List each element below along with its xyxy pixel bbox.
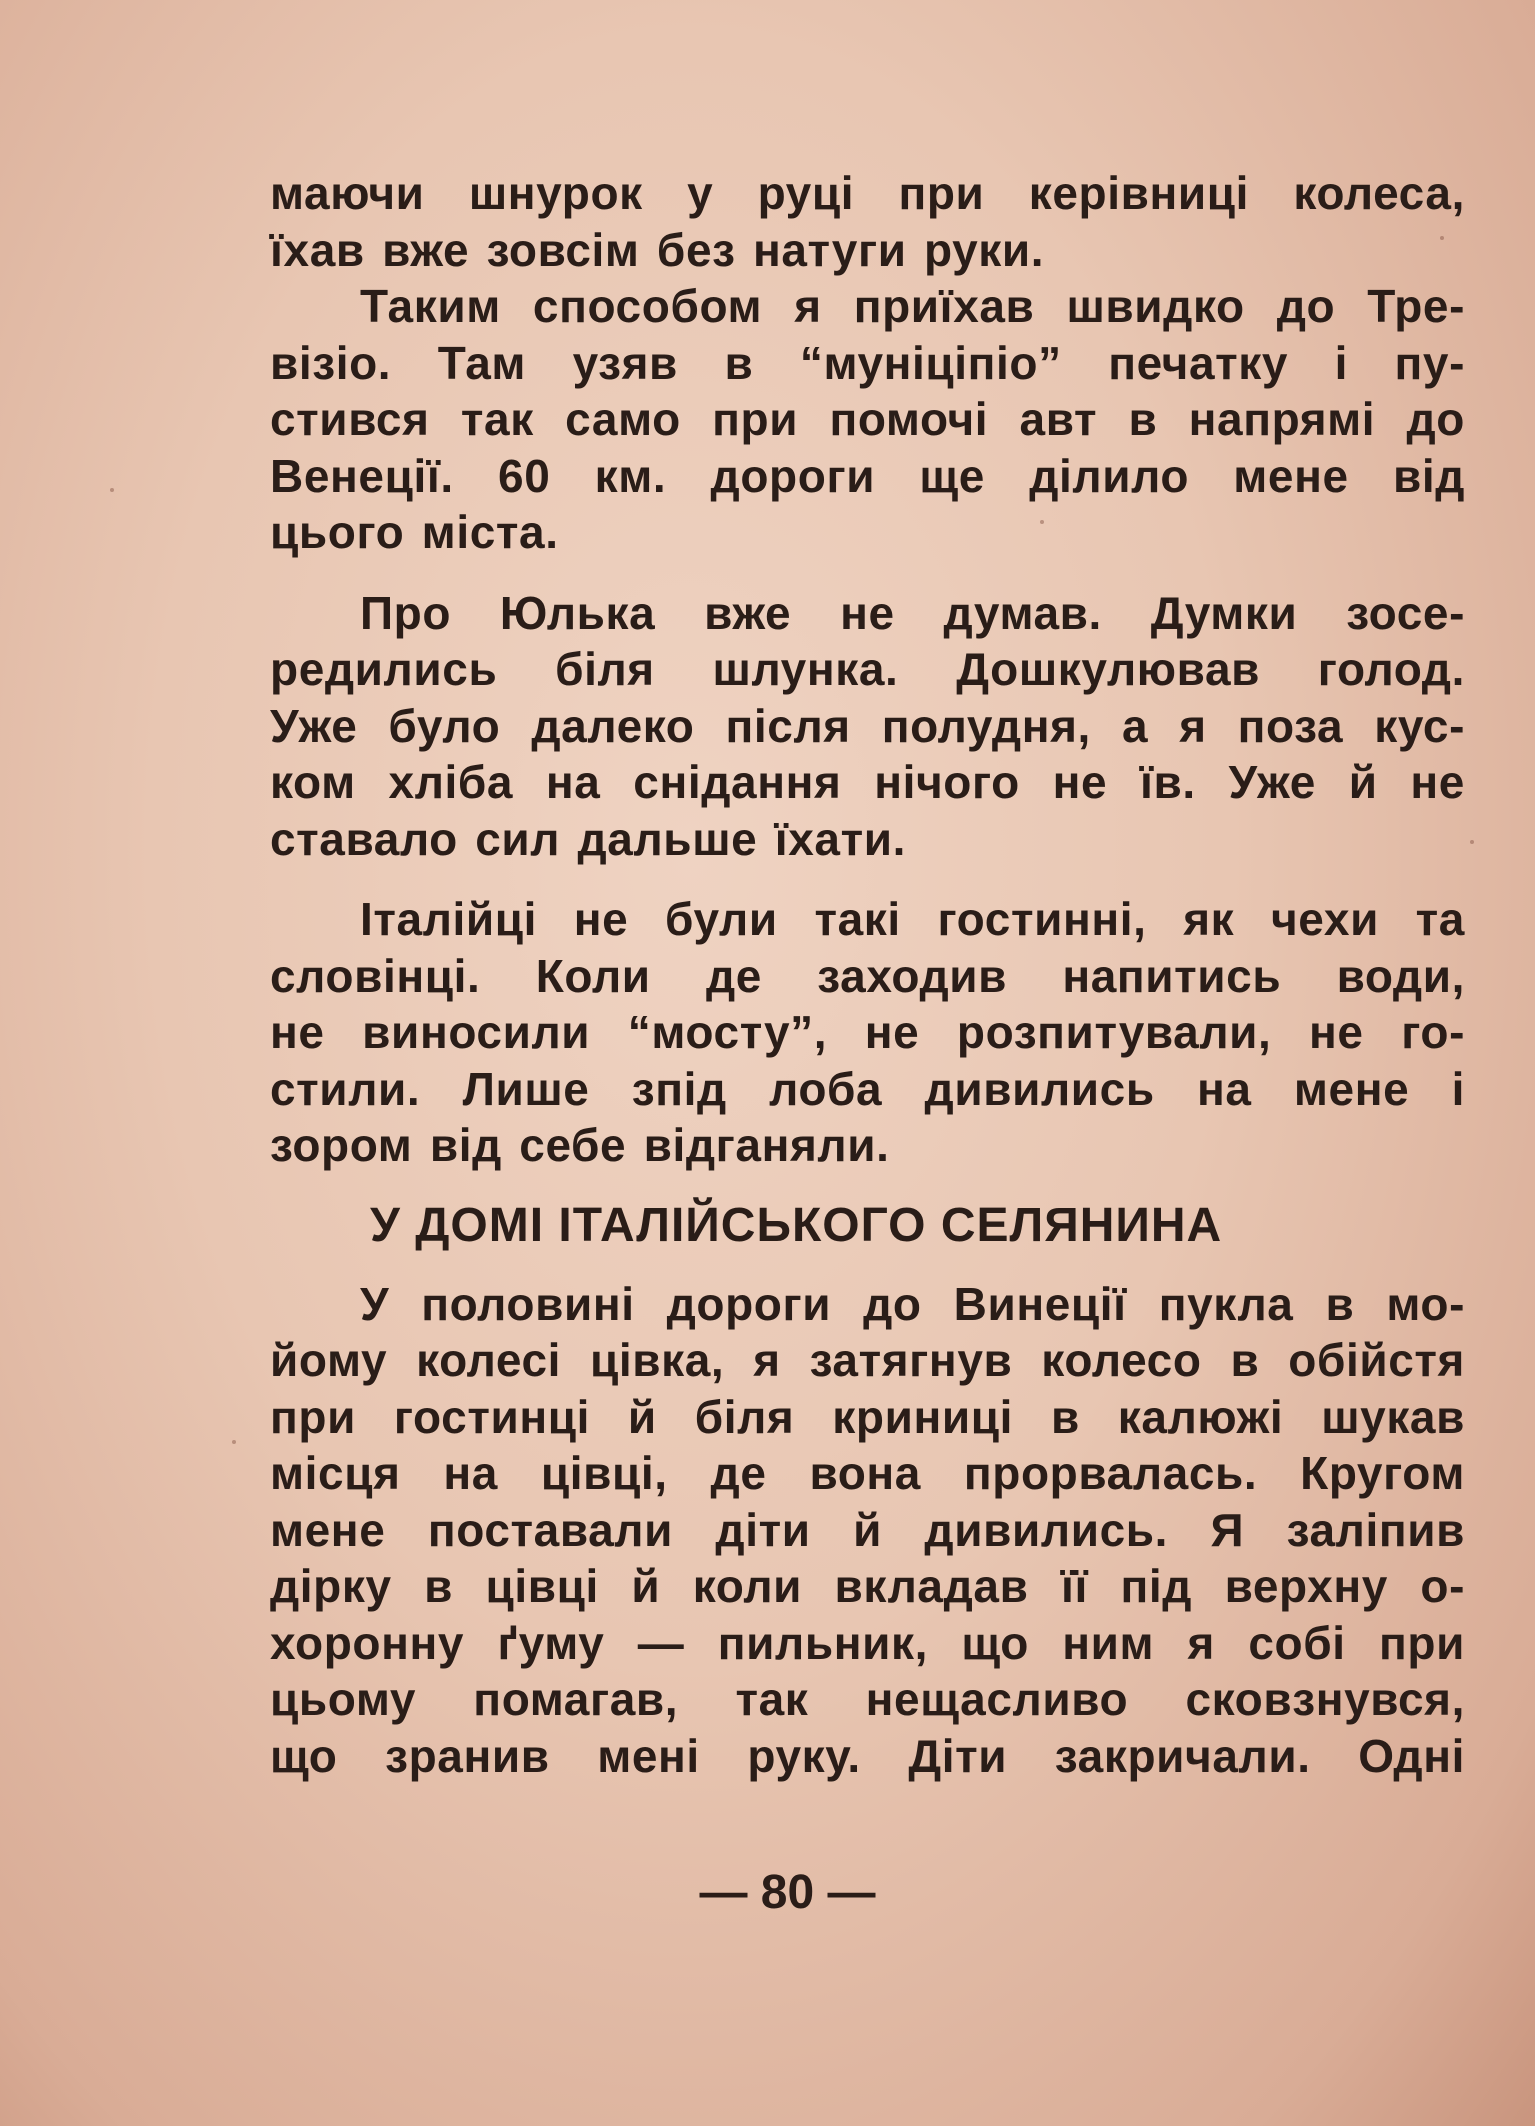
- text-line: редились біля шлунка. Дошкулював голод.: [270, 643, 1465, 695]
- text-line: Уже було далеко після полудня, а я поза кус-: [270, 699, 1465, 752]
- page-number: — 80 —: [699, 1866, 876, 1919]
- paragraph-gap: [270, 867, 1465, 891]
- text-line: візіо. Там узяв в “муніціпіо” печатку і пу-: [270, 336, 1465, 389]
- paper-speck: [1470, 840, 1474, 844]
- paragraph-4: [270, 891, 1465, 1174]
- text-line: ставало сил дальше їхати.: [270, 812, 906, 865]
- text-line: Таким способом я приїхав швидко до Тре-: [360, 280, 1465, 332]
- text-line: їхав вже зовсім без натуги руки.: [270, 223, 1045, 276]
- text-line: Про Юлька вже не думав. Думки зосе-: [360, 586, 1465, 639]
- section-heading: У ДОМІ ІТАЛІЙСЬКОГО СЕЛЯНИНА: [370, 1198, 1223, 1252]
- text-line: йому колесі цівка, я затягнув колесо в обійстя: [270, 1334, 1465, 1386]
- text-line: цьому помагав, так нещасливо сковзнувся,: [270, 1673, 1465, 1725]
- paragraph-2: [270, 278, 1465, 561]
- body-text: [270, 165, 1465, 1784]
- text-line: цього міста.: [270, 506, 559, 558]
- text-line: хоронну ґуму — пильник, що ним я собі при: [270, 1616, 1465, 1669]
- text-line: Венеції. 60 км. дороги ще ділило мене від: [270, 449, 1465, 502]
- text-line: що зранив мені руку. Діти закричали. Одні: [270, 1729, 1465, 1782]
- text-line: не виносили “мосту”, не розпитували, не го-: [270, 1006, 1465, 1058]
- text-line: місця на цівці, де вона прорвалась. Кругом: [270, 1447, 1465, 1499]
- text-line: при гостинці й біля криниці в калюжі шукав: [270, 1390, 1465, 1443]
- paper-speck: [110, 488, 114, 492]
- text-line: стили. Лише зпід лоба дивились на мене і: [270, 1062, 1465, 1115]
- text-line: дірку в цівці й коли вкладав її під верхну о-: [270, 1560, 1465, 1612]
- paragraph-3: [270, 585, 1465, 868]
- paragraph-5: [270, 1276, 1465, 1785]
- text-line: зором від себе відганяли.: [270, 1119, 890, 1171]
- text-line: маючи шнурок у руці при керівниці колеса,: [270, 167, 1465, 219]
- text-line: словінці. Коли де заходив напитись води,: [270, 949, 1465, 1002]
- paragraph-gap: [270, 561, 1465, 585]
- text-line: стився так само при помочі авт в напрямі до: [270, 393, 1465, 445]
- paper-speck: [232, 1440, 236, 1444]
- text-line: У половині дороги до Винеції пукла в мо-: [360, 1277, 1465, 1330]
- text-line: Італійці не були такі гостинні, як чехи та: [360, 893, 1465, 945]
- text-line: мене поставали діти й дивились. Я заліпив: [270, 1503, 1465, 1556]
- text-line: ком хліба на снідання нічого не їв. Уже й не: [270, 756, 1465, 808]
- paragraph-1: [270, 165, 1465, 278]
